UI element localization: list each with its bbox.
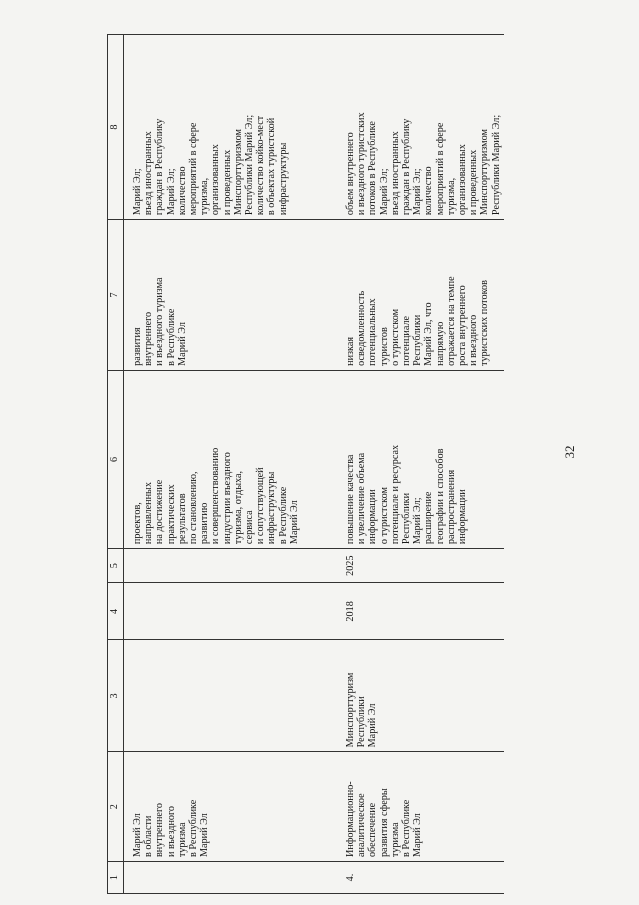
column-number-header: 6 [108, 370, 124, 548]
expected-result-cell: повышение качества и увеличение объема информации о туристском потенциале и ресурсах Республики Марий Эл; расширение географии и способов распространения информации [339, 370, 504, 548]
end-year-cell: 2025 [339, 549, 504, 583]
column-number-header: 2 [108, 752, 124, 862]
indicators-cell: Марий Эл; въезд иностранных граждан в Республику Марий Эл; количество мероприятий в сфере туризма, организованных и проведенных Минспорттуризмом Республики Марий Эл; количество койко-мест в объектах туристской инфраструктуры [124, 35, 340, 220]
start-year-cell: 2018 [339, 583, 504, 640]
page-number: 32 [562, 445, 577, 459]
row-number-cell: 4. [339, 862, 504, 894]
column-number-header: 5 [108, 549, 124, 583]
rotated-table-container [107, 34, 547, 894]
measure-name-cell: Информационно- аналитическое обеспечение развития сферы туризма в Республике Марий Эл [339, 752, 504, 862]
table-header-row [108, 35, 124, 894]
indicators-cell: объем внутреннего и въездного туристских потоков в Республике Марий Эл; въезд иностранных граждан в Республику Марий Эл; количество мероприятий в сфере туризма, организованных и проведенных Минспорттуризмом Республики Марий Эл; [339, 35, 504, 220]
executor-cell [124, 640, 340, 752]
column-number-header: 8 [108, 35, 124, 220]
start-year-cell [124, 583, 340, 640]
column-number-header: 4 [108, 583, 124, 640]
measure-name-cell: Марий Эл в области внутреннего и въездного туризма в Республике Марий Эл [124, 752, 340, 862]
executor-cell: Минспорттуризм Республики Марий Эл [339, 640, 504, 752]
column-number-header: 7 [108, 220, 124, 371]
table-row [124, 35, 340, 894]
consequences-cell: развития внутреннего и въездного туризма в Республике Марий Эл [124, 220, 340, 371]
column-number-header: 1 [108, 862, 124, 894]
consequences-cell: низкая осведомленность потенциальных туристов о туристском потенциале Республики Марий Эл, что напрямую отражается на темпе роста внутреннего и въездного туристских потоков [339, 220, 504, 371]
table-row [339, 35, 504, 894]
expected-result-cell: проектов, направленных на достижение практических результатов по становлению, развитию и совершенствованию индустрии въездного туризма, отдыха, сервиса и сопутствующей инфраструктуры в Республике Марий Эл [124, 370, 340, 548]
end-year-cell [124, 549, 340, 583]
program-measures-table [107, 34, 504, 894]
row-number-cell [124, 862, 340, 894]
column-number-header: 3 [108, 640, 124, 752]
